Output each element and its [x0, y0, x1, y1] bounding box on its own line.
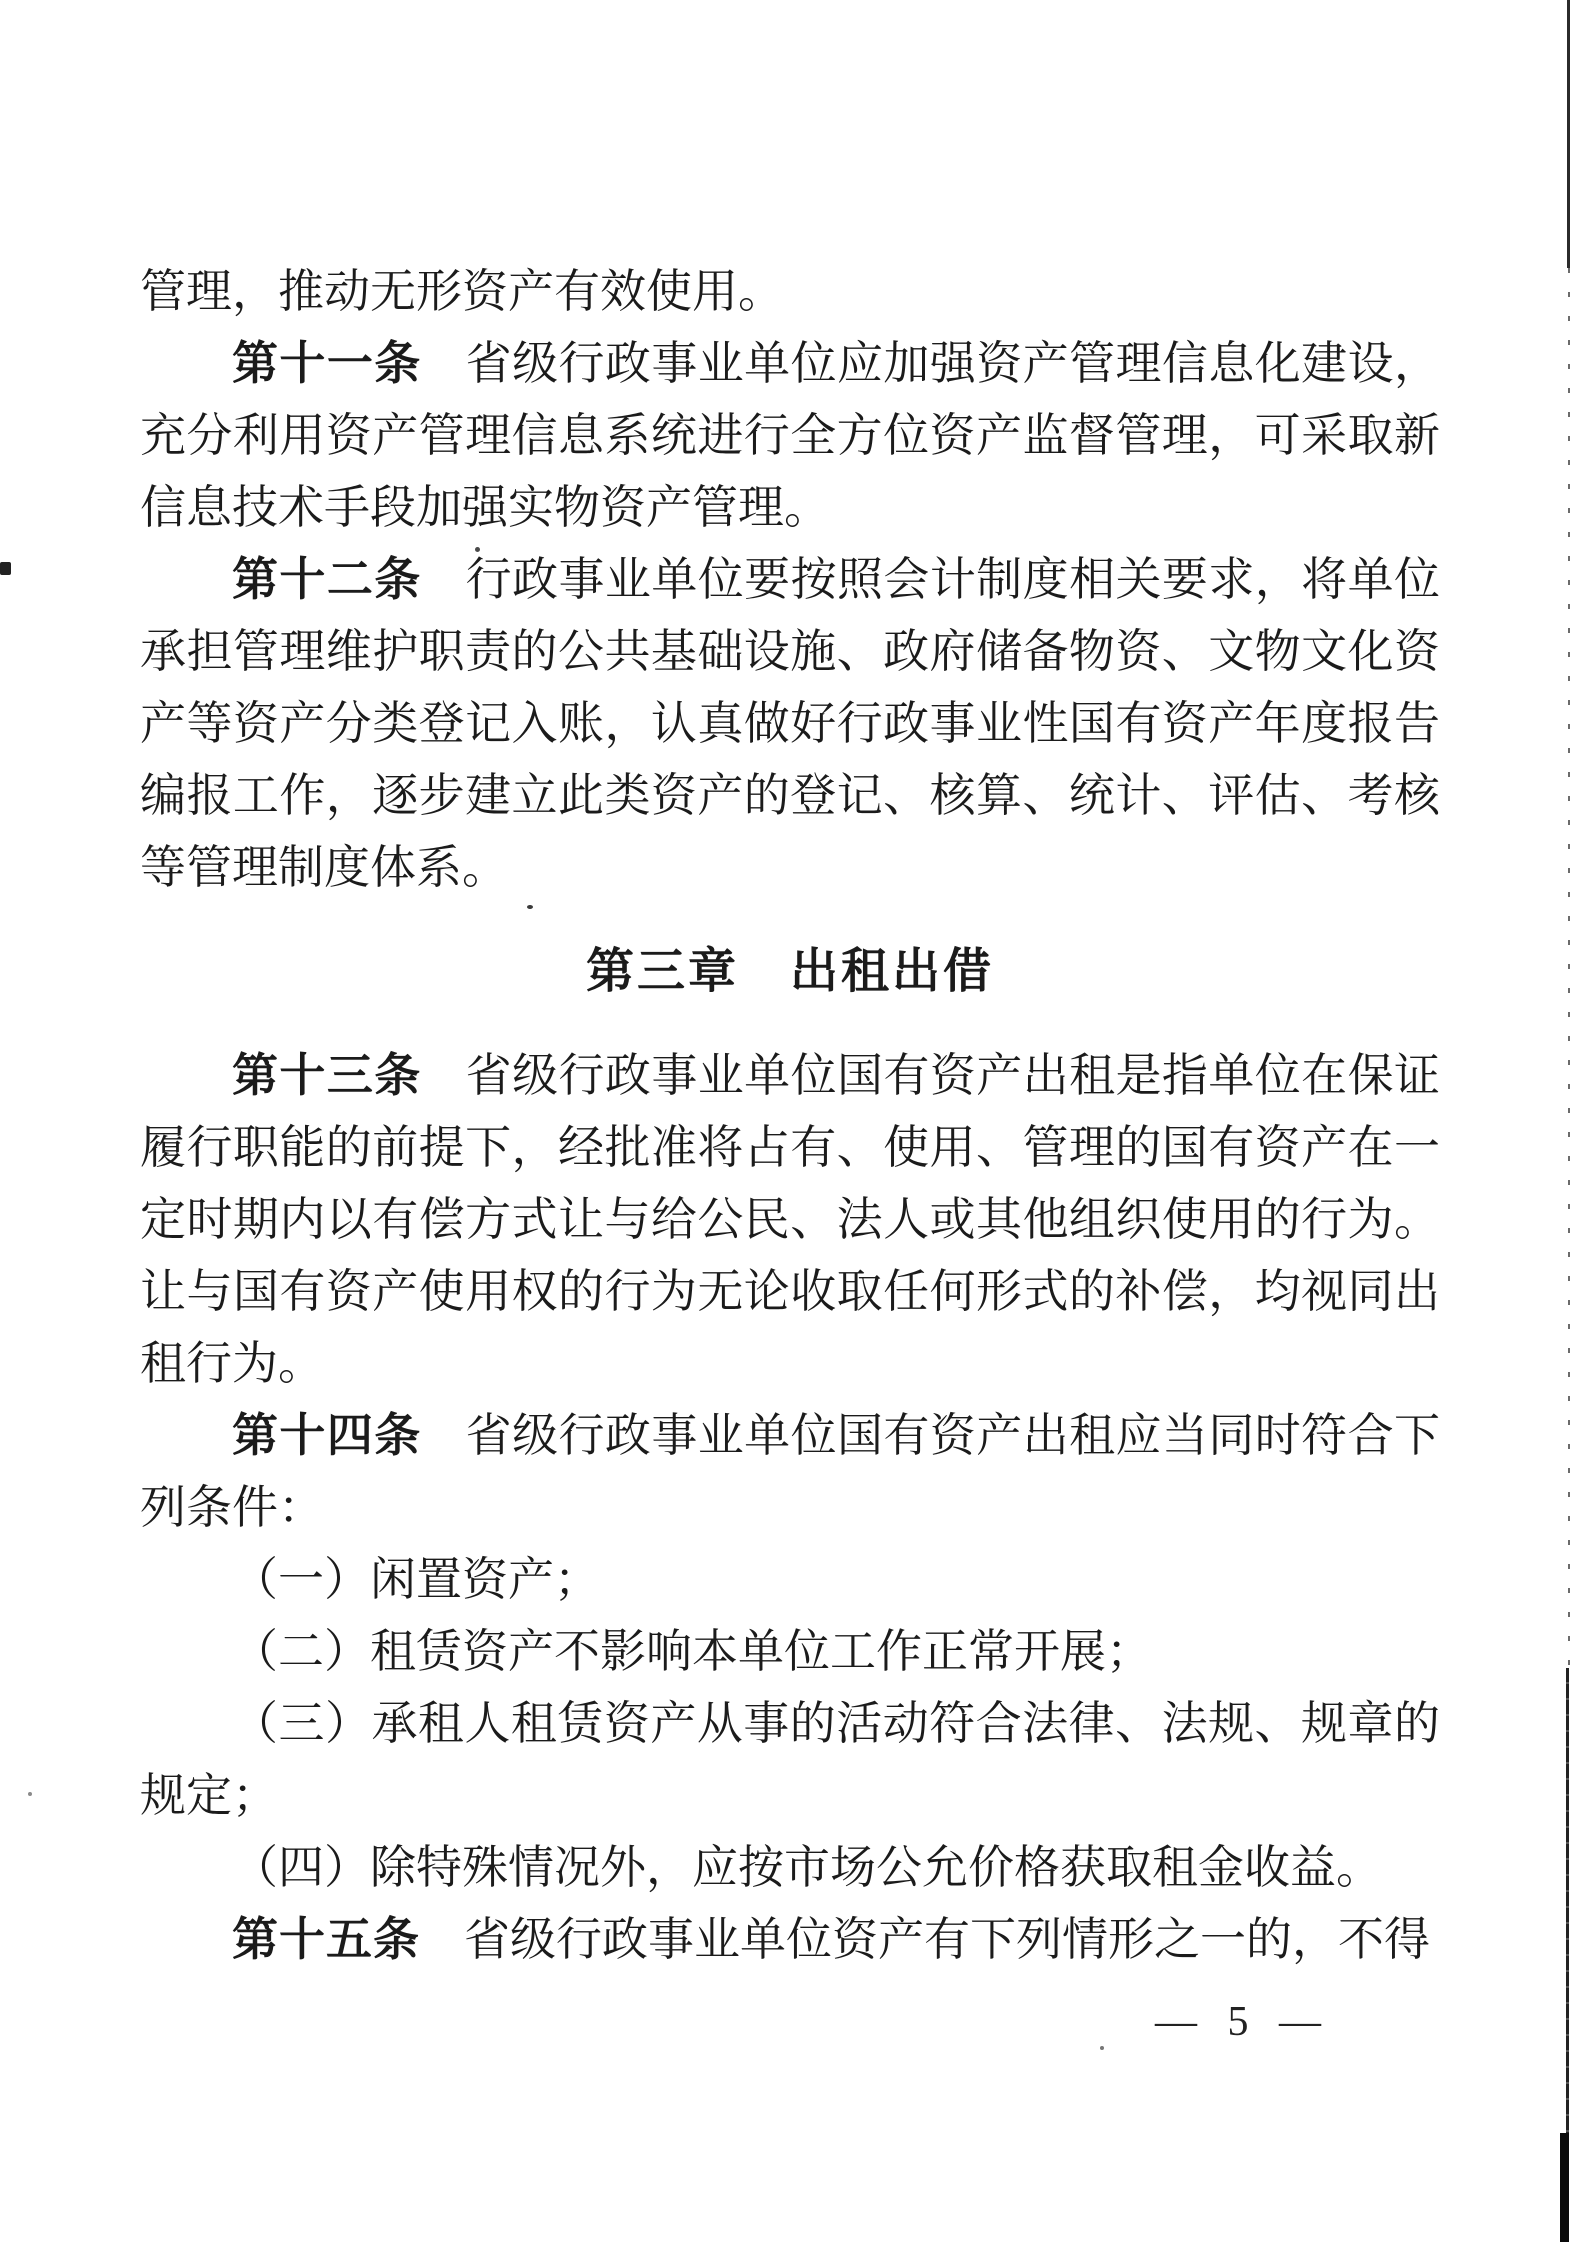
page-number: — 5 —: [1155, 1999, 1325, 2045]
article-12-text: 行政事业单位要按照会计制度相关要求，将单位承担管理维护职责的公共基础设施、政府储备物资、文物文化资产等资产分类登记入账，认真做好行政事业性国有资产年度报告编报工作，逐步建立此类资产的登记、核算、统计、评估、考核等管理制度体系。: [140, 554, 1441, 893]
list-item-3: （三）承租人租赁资产从事的活动符合法律、法规、规章的规定；: [140, 1698, 1440, 1821]
article-15-partial: [140, 1904, 1440, 1976]
scan-artifact-speck-2: [527, 905, 533, 909]
article-13-label: 第十三条: [232, 1050, 422, 1101]
scan-artifact-right-edge-line-top: [1567, 0, 1570, 268]
article-12: [140, 544, 1440, 904]
article-14-label: 第十四条: [232, 1410, 422, 1461]
scan-artifact-right-edge-bar-bottom: [1560, 2133, 1569, 2242]
article-11-label: 第十一条: [232, 338, 422, 389]
scan-artifact-left-edge-mark: [0, 562, 11, 575]
scan-artifact-speck-1: [475, 547, 480, 552]
article-13: [140, 1040, 1440, 1400]
scan-artifact-right-edge-line-lower: [1566, 1668, 1569, 2133]
list-item-1: （一）闲置资产；: [232, 1554, 600, 1605]
article-11-text: 省级行政事业单位应加强资产管理信息化建设，充分利用资产管理信息系统进行全方位资产监督管理，可采取新信息技术手段加强实物资产管理。: [140, 338, 1441, 533]
scan-artifact-speck-3: [28, 1792, 32, 1796]
list-item-4: （四）除特殊情况外，应按市场公允价格获取租金收益。: [232, 1842, 1382, 1893]
scan-artifact-right-edge-line-dashed: [1568, 268, 1570, 1668]
article-15-label: 第十五条: [232, 1914, 420, 1965]
article-15-text: 省级行政事业单位资产有下列情形之一的，不得: [464, 1914, 1430, 1965]
document-body: [140, 256, 1440, 1976]
chapter-heading: 第三章 出租出借: [585, 945, 994, 998]
paragraph-continuation: 管理，推动无形资产有效使用。: [140, 266, 784, 317]
article-11: [140, 328, 1440, 544]
list-item-2: （二）租赁资产不影响本单位工作正常开展；: [232, 1626, 1152, 1677]
article-14: [140, 1400, 1440, 1544]
article-12-label: 第十二条: [232, 554, 422, 605]
article-13-text: 省级行政事业单位国有资产出租是指单位在保证履行职能的前提下，经批准将占有、使用、管理的国有资产在一定时期内以有偿方式让与给公民、法人或其他组织使用的行为。让与国有资产使用权的行为无论收取任何形式的补偿，均视同出租行为。: [140, 1050, 1441, 1389]
scan-artifact-speck-4: [1100, 2046, 1104, 2050]
article-14-text: 省级行政事业单位国有资产出租应当同时符合下列条件：: [140, 1410, 1441, 1533]
